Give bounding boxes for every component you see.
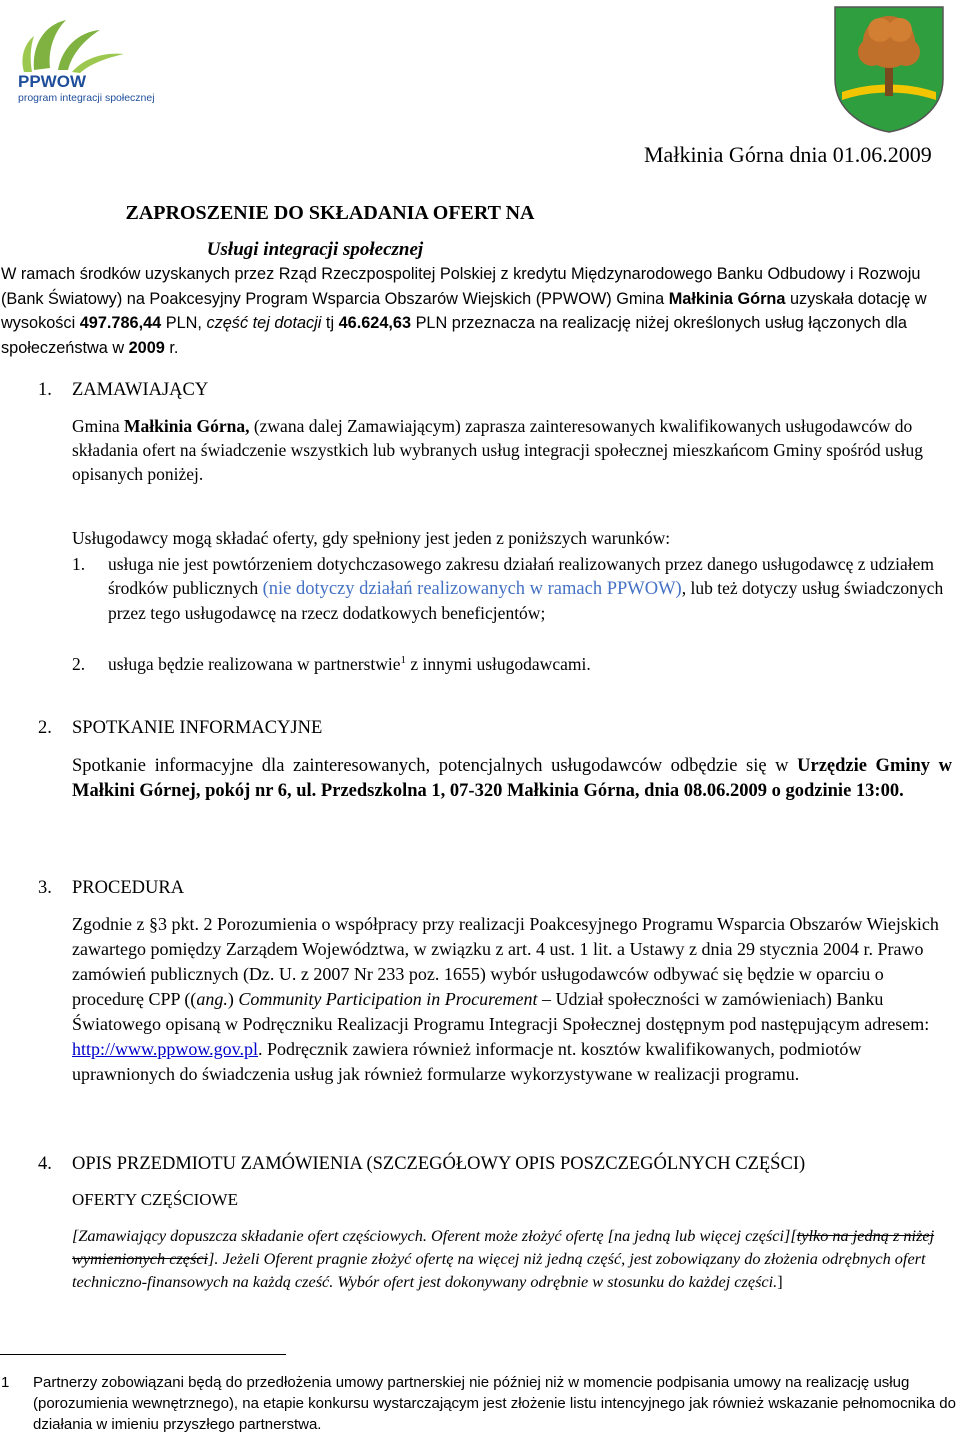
condition-number: 2. bbox=[72, 654, 86, 674]
intro-paragraph bbox=[1, 262, 959, 360]
coat-of-arms-graphic bbox=[832, 4, 946, 134]
condition-number: 1. bbox=[72, 554, 86, 574]
section-2-heading: SPOTKANIE INFORMACYJNE bbox=[72, 718, 323, 738]
section-2-number: 2. bbox=[38, 718, 52, 738]
condition-list-item bbox=[72, 552, 952, 625]
footnote bbox=[1, 1372, 959, 1435]
section-4-subheading: OFERTY CZĘŚCIOWE bbox=[72, 1190, 238, 1209]
date-line: Małkinia Górna dnia 01.06.2009 bbox=[644, 142, 932, 167]
s3-text: ) bbox=[227, 989, 239, 1009]
intro-text: część tej dotacji bbox=[206, 314, 322, 332]
s2-meeting-details: Urzędzie Gminy w Małkini Górnej, pokój nr 6, ul. Przedszkolna 1, 07-320 Małkinia Górna, dnia 08.06.2009 o godzinie 13:00. bbox=[72, 756, 952, 801]
section-4-number: 4. bbox=[38, 1154, 52, 1174]
s2-text: Spotkanie informacyjne dla zainteresowanych, potencjalnych usługodawców odbędzie się w bbox=[72, 756, 798, 776]
section-1-heading: ZAMAWIAJĄCY bbox=[72, 380, 209, 400]
intro-year: 2009 bbox=[128, 338, 165, 357]
s3-text: Zgodnie z §3 pkt. 2 Porozumienia o współpracy przy realizacji Poakcesyjnego Programu Wsparcia Obszarów Wiejskich zawartego pomiędzy Zarządem Województwa, w związku z art. 4 ust. 1 lit. a Ustawy z dnia 29 stycznia 2004 r. Prawo zamówień publicznych (Dz. U. z 2007 Nr 233 poz. 1655) wybór usługodawców odbywać się będzie w oparciu o procedurę CPP (( bbox=[72, 914, 939, 1009]
section-3-number: 3. bbox=[38, 878, 52, 898]
s4-text: ] bbox=[777, 1272, 783, 1291]
document-title: ZAPROSZENIE DO SKŁADANIA OFERT NA bbox=[125, 202, 535, 224]
intro-text: PLN przeznacza na realizację niżej określonych usług łączonych dla społeczeństwa w bbox=[1, 314, 907, 357]
condition-text: usługa będzie realizowana w partnerstwie bbox=[108, 654, 401, 674]
footnote-ref: 1 bbox=[400, 654, 407, 667]
intro-amount-part: 46.624,63 bbox=[338, 314, 412, 332]
intro-gmina: Małkinia Górna bbox=[668, 289, 786, 308]
condition-text: z innymi usługodawcami. bbox=[406, 654, 591, 674]
section-4-paragraph bbox=[72, 1224, 952, 1293]
s4-text: [Zamawiający dopuszcza składanie ofert częściowych. Oferent może złożyć ofertę [na jedną lub więcej części][ bbox=[72, 1226, 797, 1245]
section-1-number: 1. bbox=[38, 380, 52, 400]
s4-text: ]. Jeżeli Oferent pragnie złożyć ofertę na więcej niż jedną część, jest zobowiązany do złożenia odrębnych ofert techniczno-finansowych na każdą cześć. Wybór ofert jest dokonywany odrębnie w stosunku do każdej części. bbox=[72, 1249, 926, 1291]
condition-note: (nie dotyczy działań realizowanych w ramach PPWOW) bbox=[262, 579, 682, 599]
footnote-separator bbox=[0, 1354, 286, 1355]
s3-text: ang. bbox=[196, 989, 228, 1009]
coat-of-arms bbox=[832, 4, 946, 134]
intro-amount-total: 497.786,44 bbox=[79, 314, 162, 332]
s3-text: . Podręcznik zawiera również informacje nt. kosztów kwalifikowanych, podmiotów uprawnionych do świadczenia usług jak również formularze wykorzystywane w realizacji programu. bbox=[72, 1039, 862, 1084]
intro-text: tj bbox=[321, 314, 339, 332]
s1-text: (zwana dalej Zamawiającym) zaprasza zainteresowanych kwalifikowanych usługodawców do składania ofert na świadczenie wszystkich lub wybranych usług integracji społecznej mieszkańcom Gminy spośród usług opisanych poniżej. bbox=[72, 416, 923, 484]
footnote-text: Partnerzy zobowiązani będą do przedłożenia umowy partnerskiej nie później niż w momencie podpisania umowy na realizację usług (porozumienia wewnętrznego), na etapie konkursu wystarczającym jest złożenie listu intencyjnego jak również wskazanie pełnomocnika do działania w imieniu przyszłego partnerstwa. bbox=[33, 1374, 956, 1433]
intro-text: r. bbox=[164, 338, 179, 357]
s3-cpp-term: Community Participation in Procurement bbox=[238, 989, 538, 1009]
condition-list-item bbox=[72, 652, 952, 676]
condition-text: , lub też dotyczy usług świadczonych przez tego usługodawcę na rzecz dodatkowych beneficjentów; bbox=[108, 578, 944, 623]
condition-text: usługa nie jest powtórzeniem dotychczasowego zakresu działań realizowanych przez danego usługodawcę z udziałem środków publicznych bbox=[108, 554, 935, 598]
footnote-number: 1 bbox=[1, 1374, 10, 1391]
logo-text: PPWOW bbox=[18, 72, 86, 91]
section-2-paragraph bbox=[72, 754, 952, 804]
section-1-paragraph bbox=[72, 414, 952, 486]
intro-text: W ramach środków uzyskanych przez Rząd Rzeczpospolitej Polskiej z kredytu Międzynarodowego Banku Odbudowy i Rozwoju (Bank Światowy) na Poakcesyjny Program Wsparcia Obszarów Wiejskich (PPWOW) Gmina bbox=[1, 265, 921, 308]
s4-struck-text: tylko na jedną z niżej wymienionych części bbox=[72, 1226, 935, 1268]
section-1-conditions-intro: Usługodawcy mogą składać oferty, gdy spełniony jest jeden z poniższych warunków: bbox=[72, 528, 671, 548]
logo-subtitle: program integracji społecznej bbox=[18, 92, 155, 104]
section-3-paragraph bbox=[72, 912, 952, 1087]
document-subtitle: Usługi integracji społecznej bbox=[206, 239, 424, 260]
ppwow-link[interactable]: http://www.ppwow.gov.pl bbox=[72, 1039, 258, 1059]
s1-gmina: Małkinia Górna, bbox=[124, 416, 250, 436]
s3-text: – Udział społeczności w zamówieniach) Banku Światowego opisaną w Podręczniku Realizacji Programu Integracji Społecznej dostępnym pod następującym adresem: bbox=[72, 989, 930, 1034]
intro-text: uzyskała dotację w wysokości bbox=[1, 289, 927, 332]
section-4-heading: OPIS PRZEDMIOTU ZAMÓWIENIA (SZCZEGÓŁOWY OPIS POSZCZEGÓLNYCH CZĘŚCI) bbox=[72, 1154, 806, 1174]
section-3-heading: PROCEDURA bbox=[72, 878, 185, 898]
s1-text: Gmina bbox=[72, 416, 125, 436]
intro-text: PLN, bbox=[161, 314, 207, 332]
